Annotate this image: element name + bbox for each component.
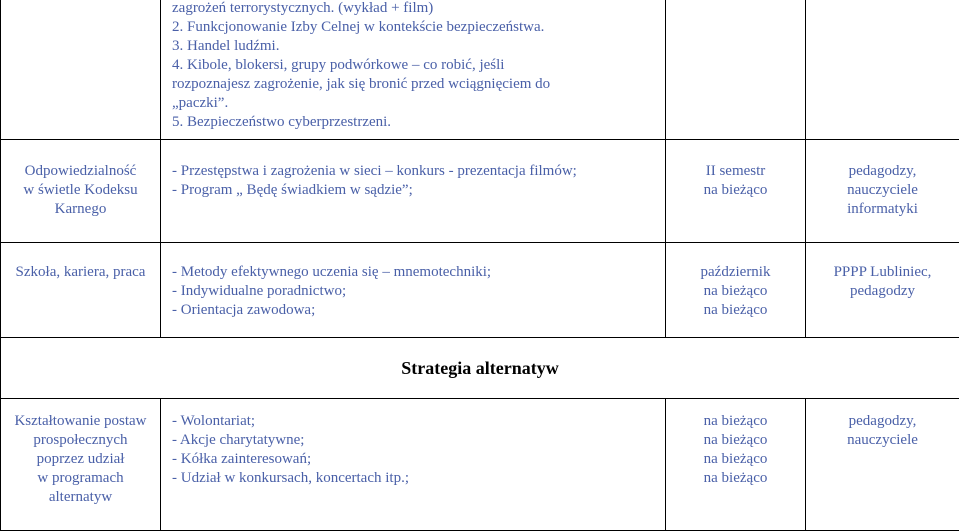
- cell-responsible: [806, 140, 959, 243]
- content-line: - Program „ Będę świadkiem w sądzie”;: [172, 181, 665, 200]
- cell-content: [161, 399, 666, 531]
- content-line: - Wolontariat;: [172, 412, 665, 431]
- term-line: na bieżąco: [666, 301, 805, 320]
- term-line: na bieżąco: [666, 431, 805, 450]
- content-line: - Udział w konkursach, koncertach itp.;: [172, 469, 665, 488]
- topic-line: Odpowiedzialność: [1, 162, 160, 181]
- cell-content: [161, 243, 666, 338]
- cell-responsible: [806, 243, 959, 338]
- topic-line: poprzez udział: [1, 450, 160, 469]
- content-line: rozpoznajesz zagrożenie, jak się bronić przed wciągnięciem do: [172, 75, 665, 94]
- cell-topic: [1, 399, 161, 531]
- content-line: - Orientacja zawodowa;: [172, 301, 665, 320]
- topic-line: Kształtowanie postaw: [1, 412, 160, 431]
- responsible-line: informatyki: [806, 200, 959, 219]
- topic-line: prospołecznych: [1, 431, 160, 450]
- cell-responsible-top: [806, 0, 959, 140]
- term-line: na bieżąco: [666, 412, 805, 431]
- content-line: - Przestępstwa i zagrożenia w sieci – konkurs - prezentacja filmów;: [172, 162, 665, 181]
- content-line: 5. Bezpieczeństwo cyberprzestrzeni.: [172, 113, 665, 132]
- term-line: na bieżąco: [666, 450, 805, 469]
- responsible-line: pedagodzy,: [806, 162, 959, 181]
- topic-line: Karnego: [1, 200, 160, 219]
- responsible-line: pedagodzy: [806, 282, 959, 301]
- content-line: 4. Kibole, blokersi, grupy podwórkowe – co robić, jeśli: [172, 56, 665, 75]
- topic-line: w programach: [1, 469, 160, 488]
- topic-line: alternatyw: [1, 488, 160, 507]
- table-row-responsibility: [1, 140, 959, 243]
- cell-term-top: [666, 0, 806, 140]
- cell-topic-top: [1, 0, 161, 140]
- responsible-line: PPPP Lubliniec,: [806, 263, 959, 282]
- cell-content-top: [161, 0, 666, 140]
- content-line: - Indywidualne poradnictwo;: [172, 282, 665, 301]
- term-line: na bieżąco: [666, 469, 805, 488]
- cell-responsible: [806, 399, 959, 531]
- cell-topic: [1, 243, 161, 338]
- content-line: 2. Funkcjonowanie Izby Celnej w kontekście bezpieczeństwa.: [172, 18, 665, 37]
- term-line: na bieżąco: [666, 181, 805, 200]
- table-row-top: [1, 0, 959, 140]
- content-line: - Metody efektywnego uczenia się – mnemotechniki;: [172, 263, 665, 282]
- responsible-line: pedagodzy,: [806, 412, 959, 431]
- term-line: na bieżąco: [666, 282, 805, 301]
- table-row-heading: [1, 338, 959, 399]
- cell-term: [666, 243, 806, 338]
- topic-line: w świetle Kodeksu: [1, 181, 160, 200]
- cell-term: [666, 399, 806, 531]
- table-row-school: [1, 243, 959, 338]
- term-line: II semestr: [666, 162, 805, 181]
- content-line: 3. Handel ludźmi.: [172, 37, 665, 56]
- cell-term: [666, 140, 806, 243]
- section-heading: Strategia alternatyw: [1, 338, 959, 399]
- cell-content: [161, 140, 666, 243]
- content-line: „paczki”.: [172, 94, 665, 113]
- content-line: - Akcje charytatywne;: [172, 431, 665, 450]
- term-line: październik: [666, 263, 805, 282]
- topic-line: Szkoła, kariera, praca: [1, 263, 160, 282]
- cell-topic: [1, 140, 161, 243]
- content-line: - Kółka zainteresowań;: [172, 450, 665, 469]
- responsible-line: nauczyciele: [806, 181, 959, 200]
- responsible-line: nauczyciele: [806, 431, 959, 450]
- table-row-alternatives: [1, 399, 959, 531]
- content-line: zagrożeń terrorystycznych. (wykład + film): [172, 0, 665, 18]
